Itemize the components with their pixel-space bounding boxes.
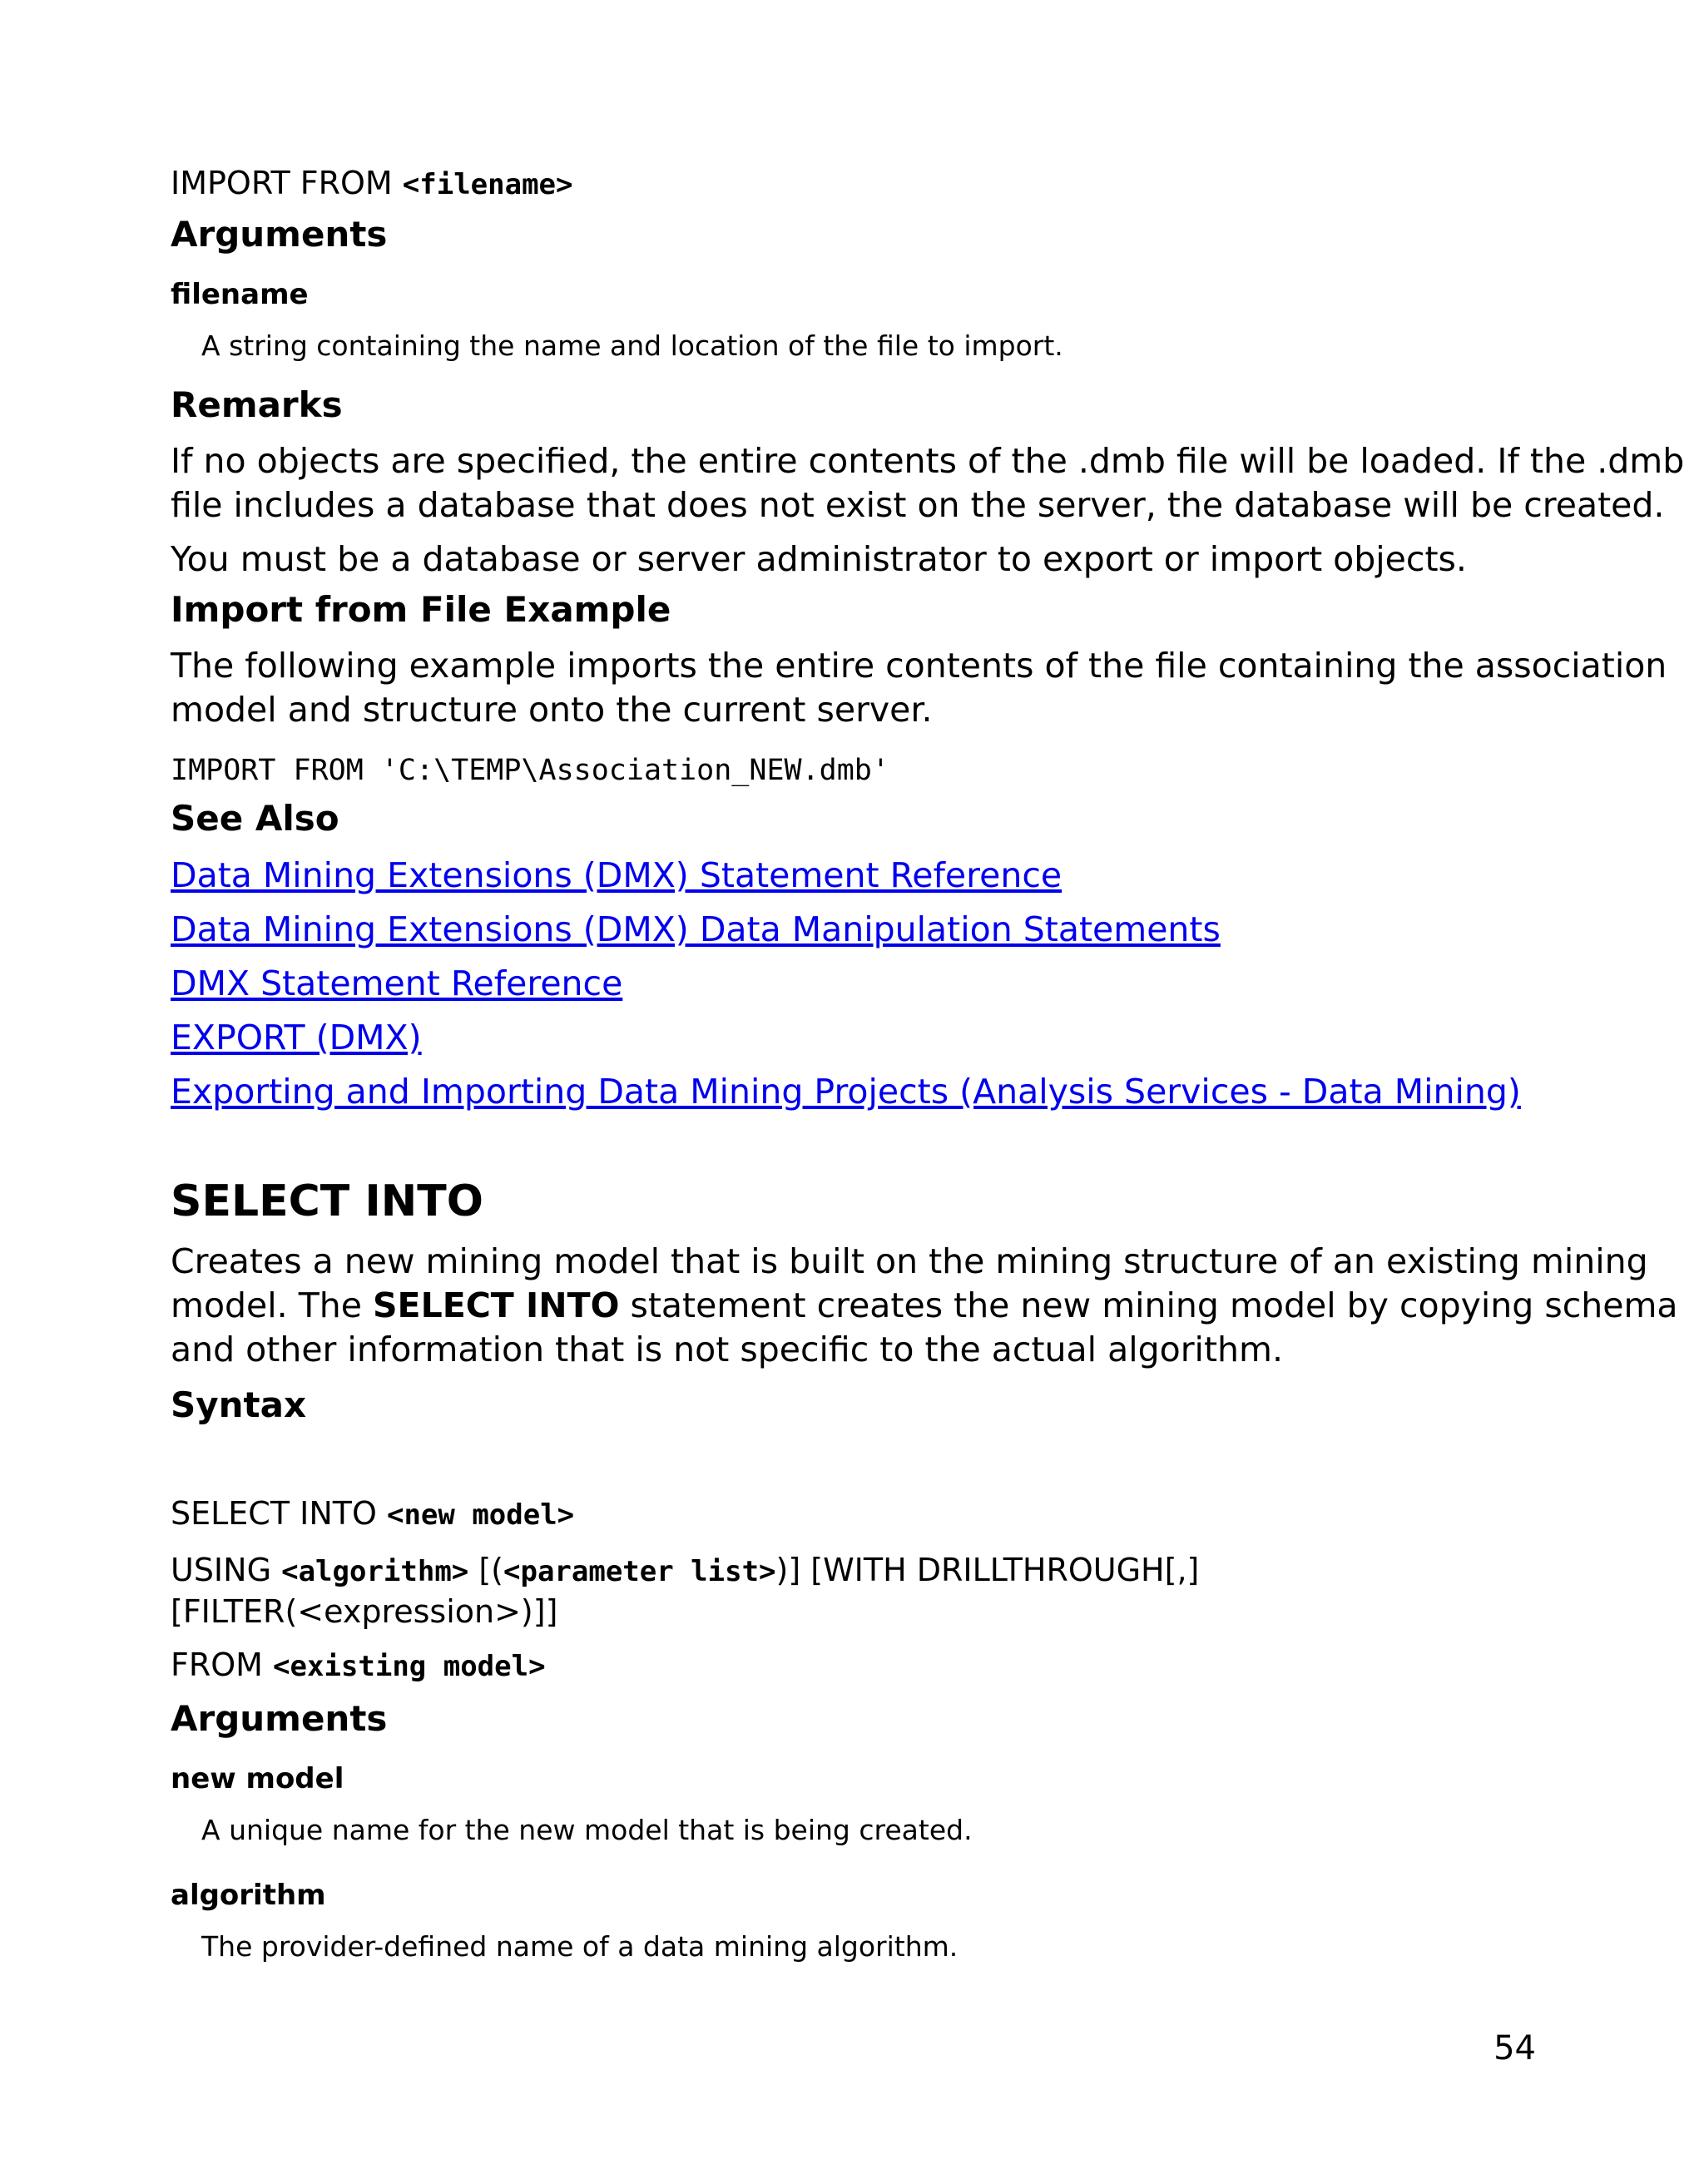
example-paragraph-line: model and structure onto the current server.	[171, 690, 933, 730]
syntax-heading: Syntax	[171, 1384, 307, 1425]
syntax-keyword: SELECT INTO	[171, 1495, 387, 1532]
syntax-text: )] [WITH DRILLTHROUGH[,]	[775, 1552, 1200, 1588]
remarks-paragraph-line: If no objects are specified, the entire contents of the .dmb file will be loaded. If the .dmb	[171, 441, 1685, 481]
argument-name: filename	[171, 278, 309, 311]
intro-paragraph-line: Creates a new mining model that is built on the mining structure of an existing mining	[171, 1241, 1648, 1281]
intro-text: model. The	[171, 1285, 374, 1325]
example-heading: Import from File Example	[171, 589, 671, 630]
syntax-param: <existing model>	[273, 1650, 546, 1683]
argument-description: A unique name for the new model that is being created.	[201, 1814, 973, 1846]
argument-name: new model	[171, 1762, 344, 1795]
syntax-line-select	[171, 1493, 574, 1535]
link-dmx-statement-reference-short[interactable]: DMX Statement Reference	[171, 963, 623, 1003]
example-code: IMPORT FROM 'C:\TEMP\Association_NEW.dmb'	[171, 754, 889, 787]
page-number: 54	[1493, 2029, 1536, 2068]
syntax-keyword: USING	[171, 1552, 282, 1588]
intro-text: statement creates the new mining model by copying schema	[619, 1285, 1678, 1325]
link-exporting-importing-projects[interactable]: Exporting and Importing Data Mining Projects (Analysis Services - Data Mining)	[171, 1072, 1521, 1112]
arguments-heading: Arguments	[171, 1698, 388, 1739]
syntax-param: <filename>	[402, 168, 573, 201]
remarks-heading: Remarks	[171, 384, 343, 425]
syntax-text: [(	[468, 1552, 503, 1588]
example-paragraph-line: The following example imports the entire contents of the file containing the association	[171, 646, 1667, 686]
section-title: SELECT INTO	[171, 1176, 483, 1226]
link-export-dmx[interactable]: EXPORT (DMX)	[171, 1018, 422, 1057]
syntax-keyword: FROM	[171, 1647, 274, 1683]
argument-description: The provider-defined name of a data mining algorithm.	[201, 1930, 958, 1963]
syntax-param: <parameter list>	[503, 1555, 776, 1588]
intro-paragraph-line	[171, 1284, 1678, 1328]
syntax-param: <algorithm>	[281, 1555, 469, 1588]
argument-description: A string containing the name and location of the file to import.	[201, 329, 1063, 362]
import-syntax-line	[171, 163, 573, 205]
remarks-paragraph-line: file includes a database that does not exist on the server, the database will be created.	[171, 485, 1665, 525]
see-also-heading: See Also	[171, 798, 339, 839]
syntax-keyword: IMPORT FROM	[171, 165, 403, 201]
argument-name: algorithm	[171, 1879, 326, 1912]
intro-paragraph-line: and other information that is not specific to the actual algorithm.	[171, 1330, 1283, 1369]
syntax-line-from	[171, 1645, 546, 1686]
syntax-param: <new model>	[386, 1498, 575, 1532]
link-dmx-data-manipulation-statements[interactable]: Data Mining Extensions (DMX) Data Manipulation Statements	[171, 909, 1221, 949]
arguments-heading: Arguments	[171, 214, 388, 255]
intro-bold-keyword: SELECT INTO	[373, 1285, 620, 1325]
syntax-line-filter: [FILTER(<expression>)]]	[171, 1593, 558, 1630]
syntax-line-using	[171, 1550, 1199, 1592]
link-dmx-statement-reference[interactable]: Data Mining Extensions (DMX) Statement Reference	[171, 855, 1063, 895]
remarks-paragraph: You must be a database or server administrator to export or import objects.	[171, 539, 1467, 579]
